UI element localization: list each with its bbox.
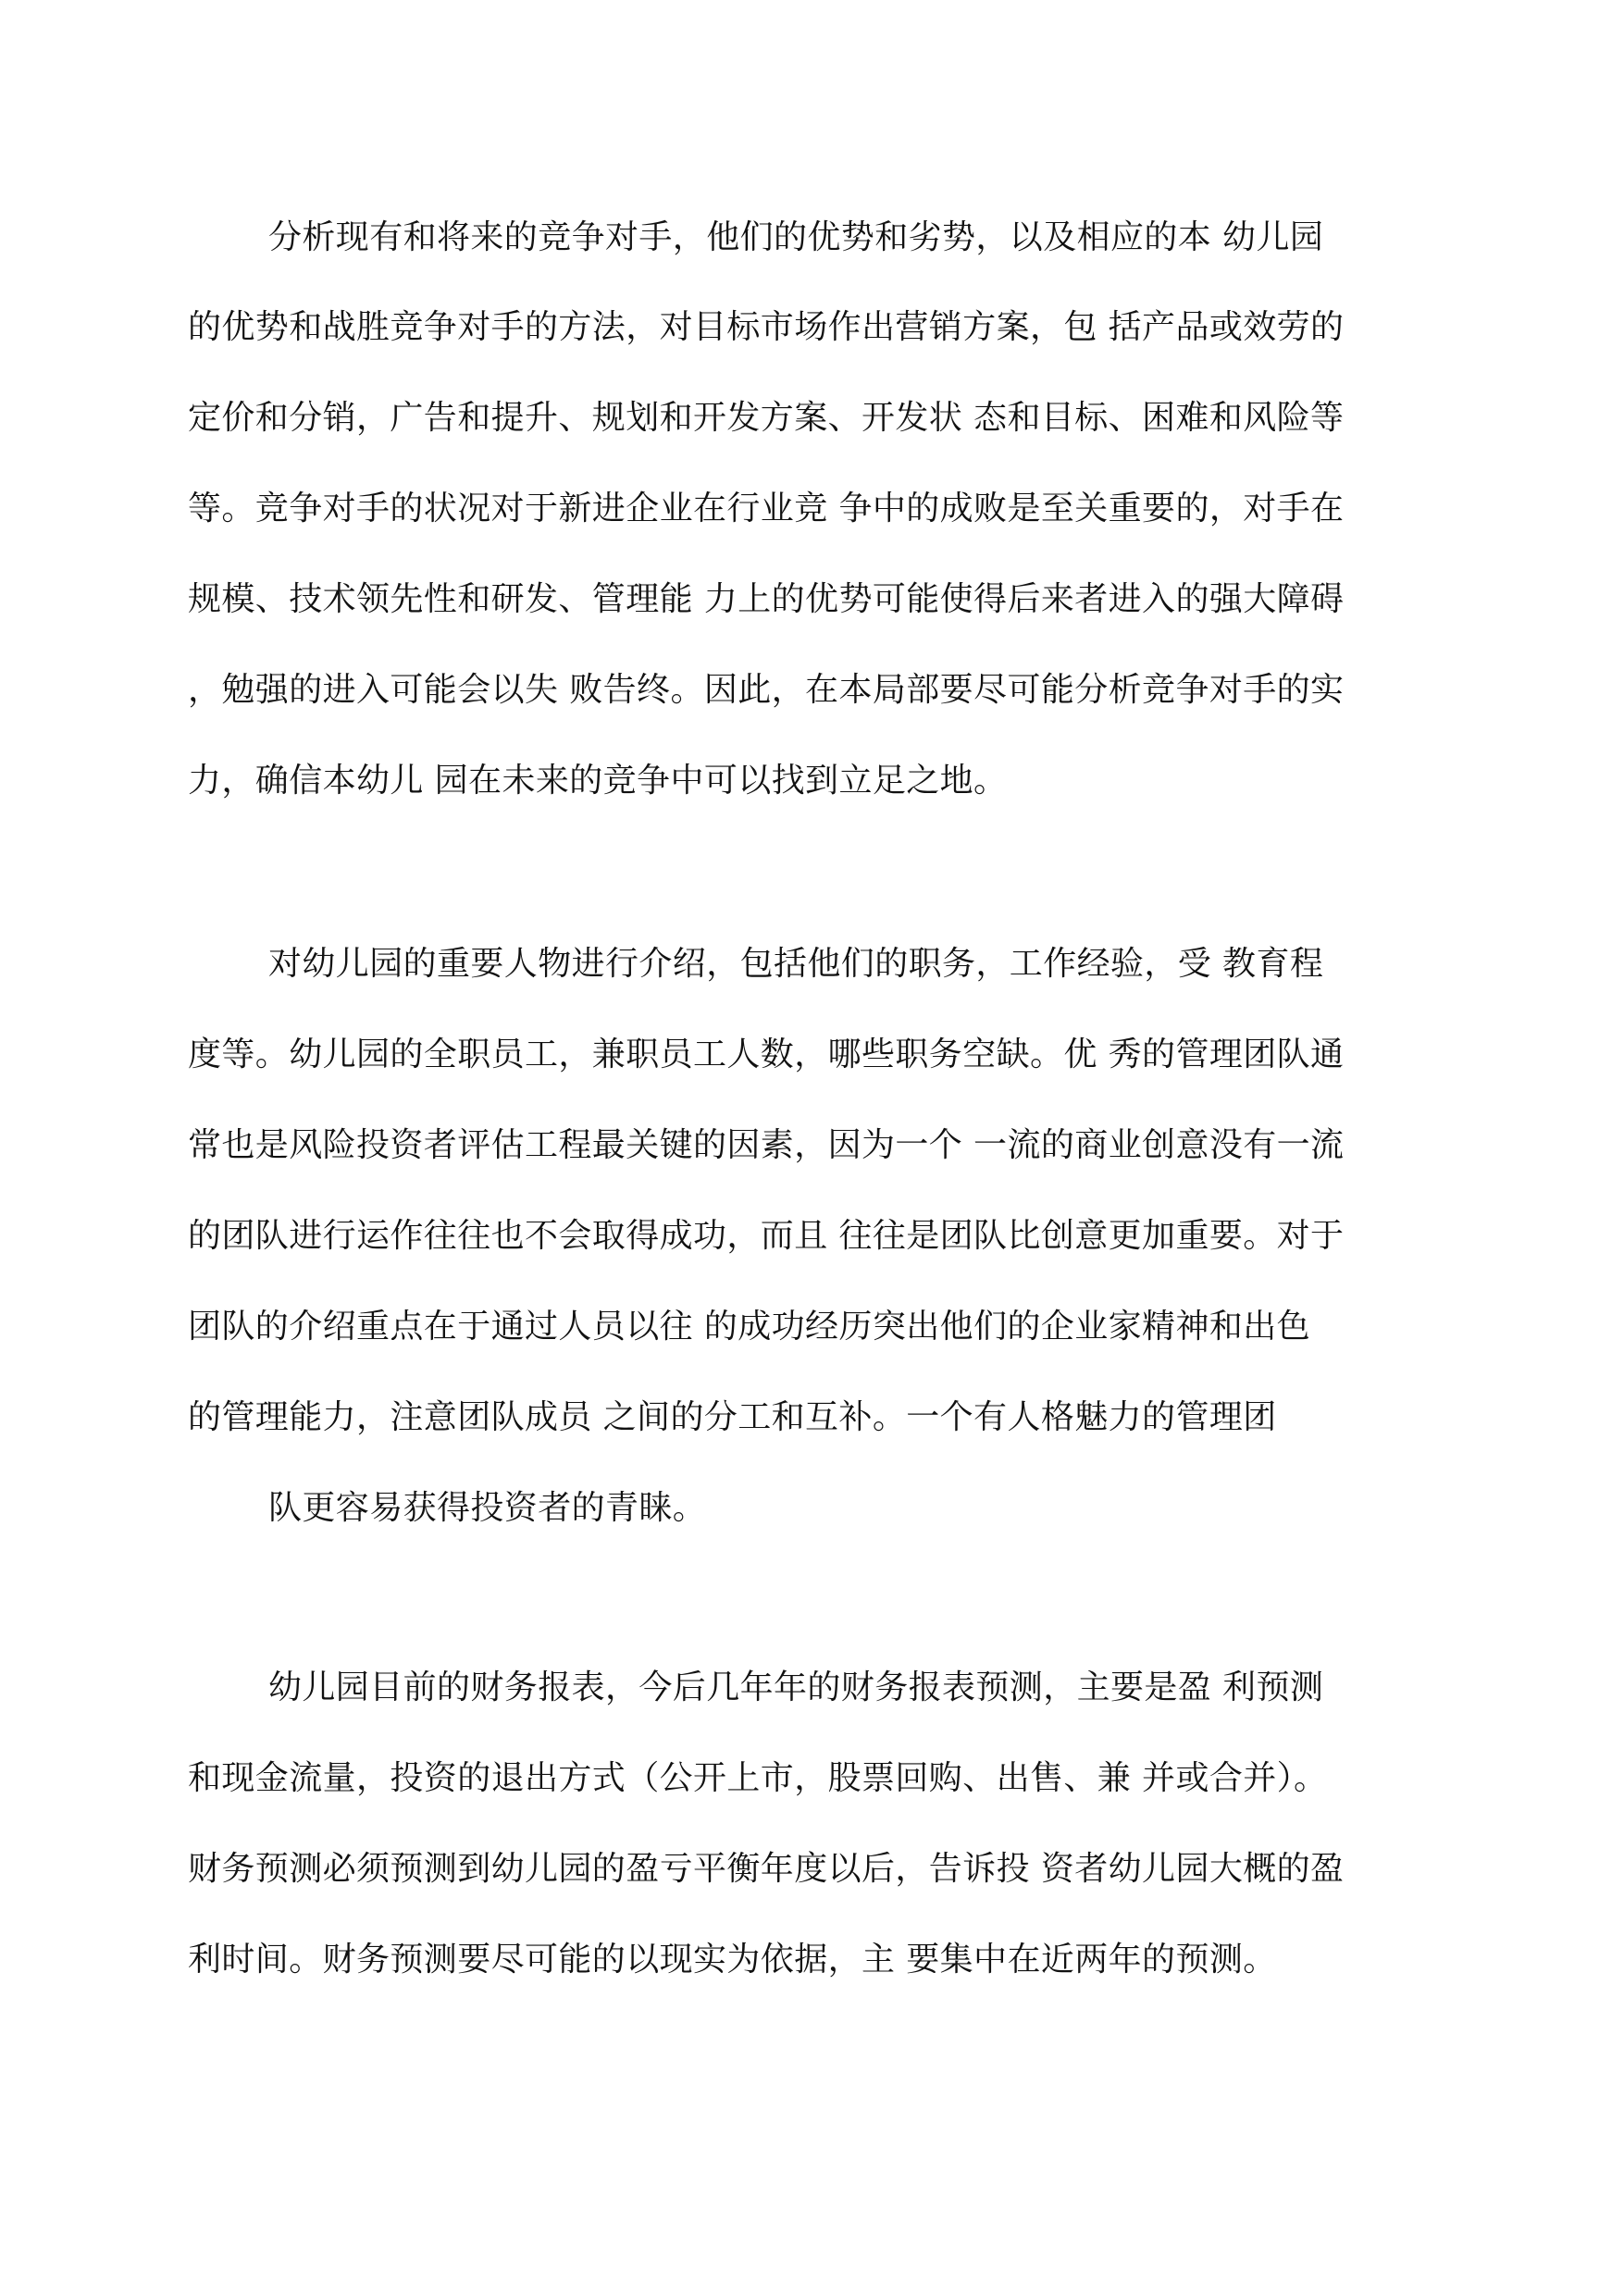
paragraph-2-line-4: 的团队进行运作往往也不会取得成功，而且 往往是团队比创意更加重要。对于 [188, 1217, 1345, 1255]
paragraph-3-line-1: 幼儿园目前的财务报表，今后几年年的财务报表预测，主要是盈 利预测 [268, 1669, 1324, 1706]
paragraph-2-line-6: 的管理能力，注意团队成员 之间的分工和互补。一个有人格魅力的管理团 [188, 1398, 1277, 1436]
paragraph-2-line-1: 对幼儿园的重要人物进行介绍，包括他们的职务，工作经验，受 教育程 [268, 945, 1324, 983]
paragraph-1-line-6: ，勉强的进入可能会以失 败告终。因此，在本局部要尽可能分析竞争对手的实 [188, 671, 1345, 709]
paragraph-3-line-3: 财务预测必须预测到幼儿园的盈亏平衡年度以后，告诉投 资者幼儿园大概的盈 [188, 1850, 1345, 1888]
paragraph-1-line-1: 分析现有和将来的竞争对手，他们的优势和劣势，以及相应的本 幼儿园 [268, 218, 1324, 256]
paragraph-2-line-7: 队更容易获得投资者的青睐。 [268, 1489, 707, 1527]
paragraph-1-line-4: 等。竞争对手的状况对于新进企业在行业竞 争中的成败是至关重要的，对手在 [188, 490, 1345, 527]
paragraph-2-line-2: 度等。幼儿园的全职员工，兼职员工人数，哪些职务空缺。优 秀的管理团队通 [188, 1036, 1345, 1073]
paragraph-2-line-3: 常也是风险投资者评估工程最关键的因素，因为一个 一流的商业创意没有一流 [188, 1126, 1345, 1164]
paragraph-2-line-5: 团队的介绍重点在于通过人员以往 的成功经历突出他们的企业家精神和出色 [188, 1308, 1311, 1346]
paragraph-1-line-5: 规模、技术领先性和研发、管理能 力上的优势可能使得后来者进入的强大障碍 [188, 580, 1345, 618]
paragraph-3-line-4: 利时间。财务预测要尽可能的以现实为依据，主 要集中在近两年的预测。 [188, 1941, 1277, 1979]
paragraph-1-line-7: 力，确信本幼儿 园在未来的竞争中可以找到立足之地。 [188, 762, 1008, 800]
paragraph-1-line-2: 的优势和战胜竞争对手的方法，对目标市场作出营销方案，包 括产品或效劳的 [188, 308, 1345, 346]
paragraph-3-line-2: 和现金流量，投资的退出方式（公开上市，股票回购、出售、兼 并或合并）。 [188, 1759, 1328, 1797]
paragraph-1-line-3: 定价和分销，广告和提升、规划和开发方案、开发状 态和目标、困难和风险等 [188, 399, 1345, 437]
